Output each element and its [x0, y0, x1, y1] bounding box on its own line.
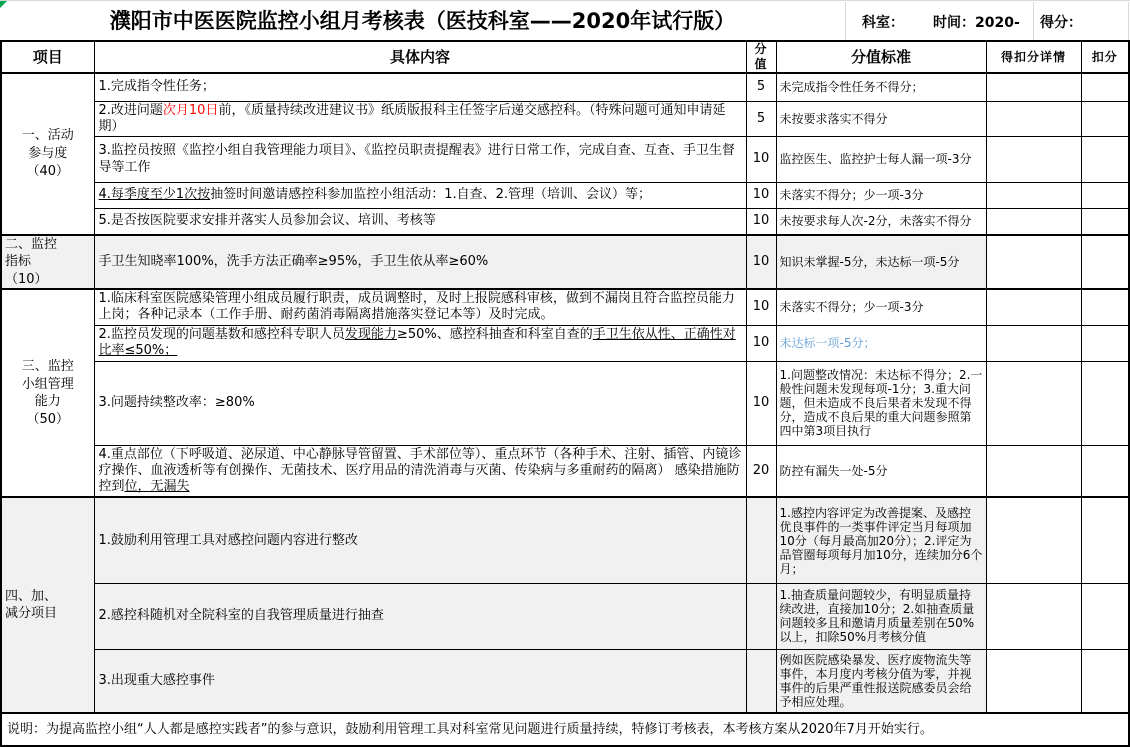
score-cell: 10 [746, 289, 776, 325]
content-cell: 手卫生知晓率100%，洗手方法正确率≥95%，手卫生依从率≥60% [94, 235, 746, 290]
content-cell: 5.是否按医院要求安排并落实人员参加会议、培训、考核等 [94, 209, 746, 235]
deduction-cell[interactable] [1081, 101, 1129, 137]
standard-cell: 防控有漏失一处-5分 [776, 445, 986, 497]
standard-cell: 1.抽查质量问题较少，有明显质量持续改进，直接加10分；2.如抽查质量问题较多且和邀请月质量差别在50%以上，扣除50%月考核分值 [776, 583, 986, 649]
standard-cell: 未按要求落实不得分 [776, 101, 986, 137]
deduction-detail-cell[interactable] [986, 137, 1081, 183]
footnote-text: 说明：为提高监控小组“人人都是感控实践者”的参与意识，鼓励利用管理工具对科室常见问题进行质量持续，特修订考核表，本考核方案从2020年7月开始实行。 [1, 713, 1129, 746]
section-label: 三、监控 小组管理 能力 （50） [1, 289, 94, 497]
score-label[interactable]: 得分： [1040, 15, 1082, 31]
time-label[interactable]: 时间：2020- [933, 15, 1020, 31]
deduction-cell[interactable] [1081, 649, 1129, 713]
standard-cell: 未完成指令性任务不得分； [776, 73, 986, 101]
table-row [1, 209, 1129, 235]
table-row [1, 289, 1129, 325]
standard-cell: 未按要求每人次-2分，未落实不得分 [776, 209, 986, 235]
col-header-deduction-detail: 得扣分详情 [986, 41, 1081, 73]
col-header-standard: 分值标准 [776, 41, 986, 73]
table-row [1, 583, 1129, 649]
score-cell [746, 497, 776, 583]
standard-cell: 例如医院感染暴发、医疗废物流失等事件，本月度内考核分值为零，并视事件的后果严重性报送院感委员会给予相应处理。 [776, 649, 986, 713]
deduction-detail-cell[interactable] [986, 361, 1081, 445]
score-cell: 10 [746, 325, 776, 361]
col-header-project: 项目 [1, 41, 94, 73]
table-row [1, 101, 1129, 137]
gridline [845, 2, 846, 40]
score-cell: 5 [746, 101, 776, 137]
deduction-detail-cell[interactable] [986, 209, 1081, 235]
standard-cell: 未落实不得分；少一项-3分 [776, 183, 986, 209]
col-header-score: 分值 [746, 41, 776, 73]
table-row [1, 183, 1129, 209]
content-cell: 2.监控员发现的问题基数和感控科专职人员发现能力≥50%、感控科抽查和科室自查的手卫生依从性、正确性对比率≤50%； [94, 325, 746, 361]
table-row [1, 361, 1129, 445]
deduction-detail-cell[interactable] [986, 73, 1081, 101]
standard-cell: 1.感控内容评定为改善提案、及感控优良事件的一类事件评定当月每项加10分（每月最高加20分）；2.评定为品管圈每项每月加10分，连续加分6个月； [776, 497, 986, 583]
gridline [1033, 2, 1034, 40]
content-cell: 3.出现重大感控事件 [94, 649, 746, 713]
deduction-detail-cell[interactable] [986, 497, 1081, 583]
deduction-cell[interactable] [1081, 137, 1129, 183]
page-title: 濮阳市中医医院监控小组月考核表（医技科室——2020年试行版） [109, 9, 736, 33]
deduction-detail-cell[interactable] [986, 235, 1081, 290]
score-cell: 5 [746, 73, 776, 101]
content-cell: 4.每季度至少1次按抽签时间邀请感控科参加监控小组活动：1.自查、2.管理（培训、会议）等； [94, 183, 746, 209]
section-label: 二、监控 指标 （10） [1, 235, 94, 290]
standard-cell: 知识未掌握-5分，未达标一项-5分 [776, 235, 986, 290]
assessment-table [0, 40, 1130, 747]
deduction-cell[interactable] [1081, 289, 1129, 325]
deduction-cell[interactable] [1081, 445, 1129, 497]
content-cell: 2.改进问题次月10日前，《质量持续改进建议书》纸质版报科主任签字后递交感控科。（特殊问题可通知申请延期） [94, 101, 746, 137]
content-cell: 1.鼓励利用管理工具对感控问题内容进行整改 [94, 497, 746, 583]
content-cell: 1.临床科室医院感染管理小组成员履行职责，成员调整时，及时上报院感科审核，做到不漏岗且符合监控员能力上岗；各种记录本（工作手册、耐药菌消毒隔离措施落实登记本等）及时完成。 [94, 289, 746, 325]
col-header-deduction: 扣分 [1081, 41, 1129, 73]
footnote-row [1, 713, 1129, 746]
table-row [1, 235, 1129, 290]
content-cell: 2.感控科随机对全院科室的自我管理质量进行抽查 [94, 583, 746, 649]
deduction-cell[interactable] [1081, 235, 1129, 290]
score-cell [746, 583, 776, 649]
deduction-detail-cell[interactable] [986, 101, 1081, 137]
standard-cell: 未落实不得分；少一项-3分 [776, 289, 986, 325]
header-row [1, 41, 1129, 73]
score-cell: 10 [746, 183, 776, 209]
deduction-detail-cell[interactable] [986, 325, 1081, 361]
deduction-cell[interactable] [1081, 73, 1129, 101]
section-label: 一、活动 参与度 （40） [1, 73, 94, 235]
deduction-cell[interactable] [1081, 209, 1129, 235]
deduction-detail-cell[interactable] [986, 289, 1081, 325]
score-cell: 20 [746, 445, 776, 497]
deduction-cell[interactable] [1081, 183, 1129, 209]
deduction-cell[interactable] [1081, 583, 1129, 649]
score-cell: 10 [746, 235, 776, 290]
content-cell: 3.问题持续整改率：≥80% [94, 361, 746, 445]
score-cell: 10 [746, 137, 776, 183]
content-cell: 1.完成指令性任务； [94, 73, 746, 101]
table-row [1, 137, 1129, 183]
deduction-detail-cell[interactable] [986, 649, 1081, 713]
section-label: 四、加、 减分项目 [1, 497, 94, 713]
deduction-detail-cell[interactable] [986, 445, 1081, 497]
deduction-detail-cell[interactable] [986, 183, 1081, 209]
table-row [1, 445, 1129, 497]
standard-cell: 未达标一项-5分； [776, 325, 986, 361]
score-cell: 10 [746, 209, 776, 235]
col-header-content: 具体内容 [94, 41, 746, 73]
deduction-cell[interactable] [1081, 325, 1129, 361]
content-cell: 4.重点部位（下呼吸道、泌尿道、中心静脉导管留置、手术部位等）、重点环节（各种手术、注射、插管、内镜诊疗操作、血液透析等有创操作、无菌技术、医疗用品的清洗消毒与灭菌、传染病与多重耐药的隔离） 感染措施防控到位，无漏失 [94, 445, 746, 497]
content-cell: 3.监控员按照《监控小组自我管理能力项目》、《监控员职责提醒表》进行日常工作，完成自查、互查、手卫生督导等工作 [94, 137, 746, 183]
deduction-cell[interactable] [1081, 361, 1129, 445]
table-row [1, 325, 1129, 361]
title-bar [0, 0, 1130, 40]
table-row [1, 649, 1129, 713]
department-label[interactable]: 科室： [862, 15, 904, 31]
gridline [1128, 2, 1129, 40]
score-cell [746, 649, 776, 713]
table-header [1, 41, 1129, 73]
table-row [1, 73, 1129, 101]
table-row [1, 497, 1129, 583]
deduction-detail-cell[interactable] [986, 583, 1081, 649]
assessment-table-body [1, 73, 1129, 746]
deduction-cell[interactable] [1081, 497, 1129, 583]
standard-cell: 1.问题整改情况：未达标不得分；2.一般性问题未发现每项-1分；3.重大问题，但未造成不良后果者未发现不得分，造成不良后果的重大问题参照第四中第3项目执行 [776, 361, 986, 445]
score-cell: 10 [746, 361, 776, 445]
standard-cell: 监控医生、监控护士每人漏一项-3分 [776, 137, 986, 183]
